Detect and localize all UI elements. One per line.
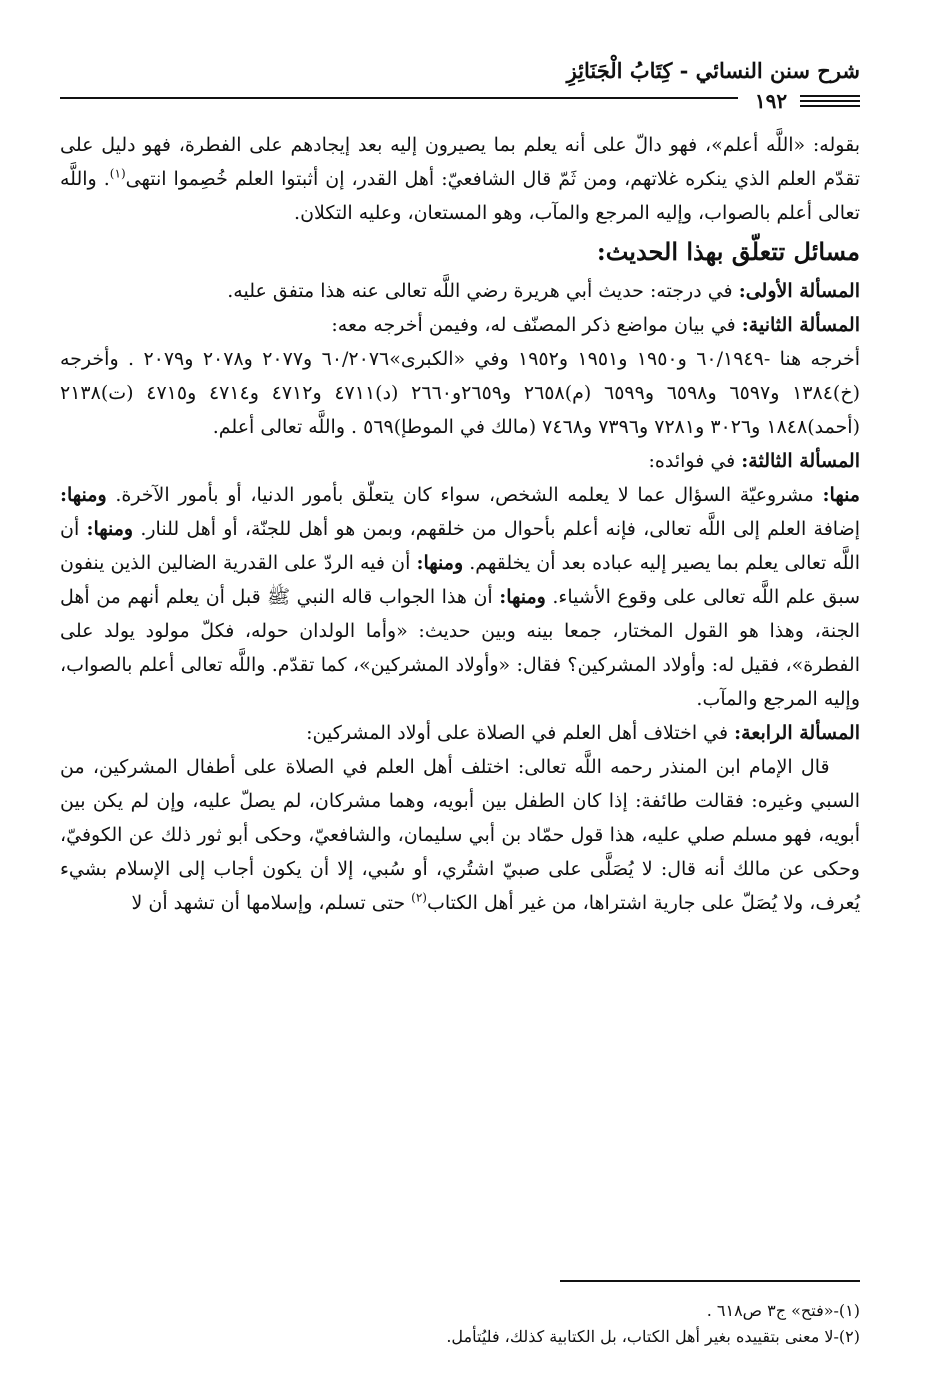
header-rule-group — [60, 89, 860, 115]
issue-4: المسألة الرابعة: في اختلاف أهل العلم في الصلاة على أولاد المشركين: — [306, 722, 860, 744]
issue-4-paragraph: قال الإمام ابن المنذر رحمه اللَّه تعالى: اختلف أهل العلم في الصلاة على أطفال المشركين، من السبي وغيره: فقالت طائفة: إذا كان الطفل بين أبويه، وهما مشركان، لم يصلّ عليه، وإن لم يكن بين أبويه، فهو مسلم صلي عليه، هذا قول حمّاد بن أبي سليمان، والشافعيّ، وحكى أبو ثور ذلك عن الكوفيّ، وحكى عن مالك أنه قال: لا يُصَلَّى على صبيّ اشتُري، أو سُبي، إلا أن يكون أجاب إلى الإسلام بشيء يُعرف، ولا يُصَلّ على جارية اشتراها، من غير أهل الكتاب$^{(٢)}$ حتى تسلم، وإسلامها أن تشهد أن لا — [60, 756, 860, 914]
section-title: مسائل تتعلّق بهذا الحديث: — [596, 237, 860, 266]
issue-3: المسألة الثالثة: في فوائده: — [648, 450, 860, 472]
footnotes — [60, 1298, 860, 1350]
running-title: شرح سنن النسائي - كِتَابُ الْجَنَائِزِ — [566, 58, 860, 83]
book-page — [60, 40, 861, 1346]
page-number-rules — [800, 95, 860, 110]
footnote-marker-1: (١) — [109, 166, 126, 181]
issue-4-heading: المسألة الرابعة: — [734, 722, 860, 744]
issue-1-heading: المسألة الأولى: — [738, 280, 860, 302]
footnote-marker-2: (٢) — [411, 890, 427, 905]
issue-3-benefits: منها: مشروعيّة السؤال عما لا يعلمه الشخص، سواء كان يتعلّق بأمور الدنيا، أو بأمور الآخرة. ومنها: إضافة العلم إلى اللَّه تعالى، فإنه أعلم بأحوال من خلقهم، وبمن هو أهل للجنّة، أو أهل للنار. ومنها: أن اللَّه تعالى يعلم بما يصير إليه عباده بعد أن يخلقهم. ومنها: أن فيه الردّ على القدرية الضالين الذين ينفون سبق علم اللَّه تعالى على وقوع الأشياء. ومنها: أن هذا الجواب قاله النبي ﷺ قبل أن يعلم أنهم من أهل الجنة، وهذا هو القول المختار، جمعا بينه وبين حديث: «وأما الولدان حوله، فكلّ مولود يولد على الفطرة»، فقيل له: وأولاد المشركين؟ فقال: «وأولاد المشركين»، كما تقدّم. واللَّه تعالى أعلم بالصواب، وإليه المرجع والمآب. — [60, 484, 861, 710]
issue-2-references: أخرجه هنا -٦٠/١٩٤٩ و١٩٥٠ و١٩٥١ و١٩٥٢ وفي «الكبرى»٦٠/٢٠٧٦ و٢٠٧٧ و٢٠٧٨ و٢٠٧٩ . وأخرجه (خ)١٣٨٤ و٦٥٩٧ و٦٥٩٨ و٦٥٩٩ (م)٢٦٥٨ و٢٦٥٩و٢٦٦٠ (د)٤٧١١ و٤٧١٢ و٤٧١٤ و٤٧١٥ (ت)٢١٣٨ (أحمد)١٨٤٨ و٣٠٢٦ و٧٢٨١ و٧٣٩٦ و٧٤٦٨ (مالك في الموطإ)٥٦٩ . واللَّه تعالى أعلم. — [60, 348, 861, 438]
header-rule — [60, 97, 738, 99]
issue-2: المسألة الثانية: في بيان مواضع ذكر المصنّف له، وفيمن أخرجه معه: — [331, 314, 860, 336]
issue-2-heading: المسألة الثانية: — [741, 314, 860, 336]
page-number: ١٩٢ — [754, 89, 788, 113]
main-text — [60, 128, 860, 920]
footnote-rule — [560, 1280, 860, 1282]
issue-1: المسألة الأولى: في درجته: حديث أبي هريرة رضي اللَّه تعالى عنه هذا متفق عليه. — [227, 280, 860, 302]
footnote-1: (١)-«فتح» ج٣ ص٦١٨ . — [706, 1301, 860, 1320]
intro-paragraph: بقوله: «اللَّه أعلم»، فهو دالّ على أنه يعلم بما يصيرون إليه بعد إيجادهم على الفطرة، فهو دليل على تقدّم العلم الذي ينكره غلاتهم، ومن ثَمّ قال الشافعيّ: أهل القدر، إن أثبتوا العلم خُصِموا انتهى$^{(١)}$. واللَّه تعالى أعلم بالصواب، وإليه المرجع والمآب، وهو المستعان، وعليه التكلان. — [60, 134, 860, 224]
issue-3-heading: المسألة الثالثة: — [741, 450, 860, 472]
footnote-2: (٢)-لا معنى بتقييده بغير أهل الكتاب، بل الكتابية كذلك، فليُتأمل. — [446, 1327, 860, 1346]
